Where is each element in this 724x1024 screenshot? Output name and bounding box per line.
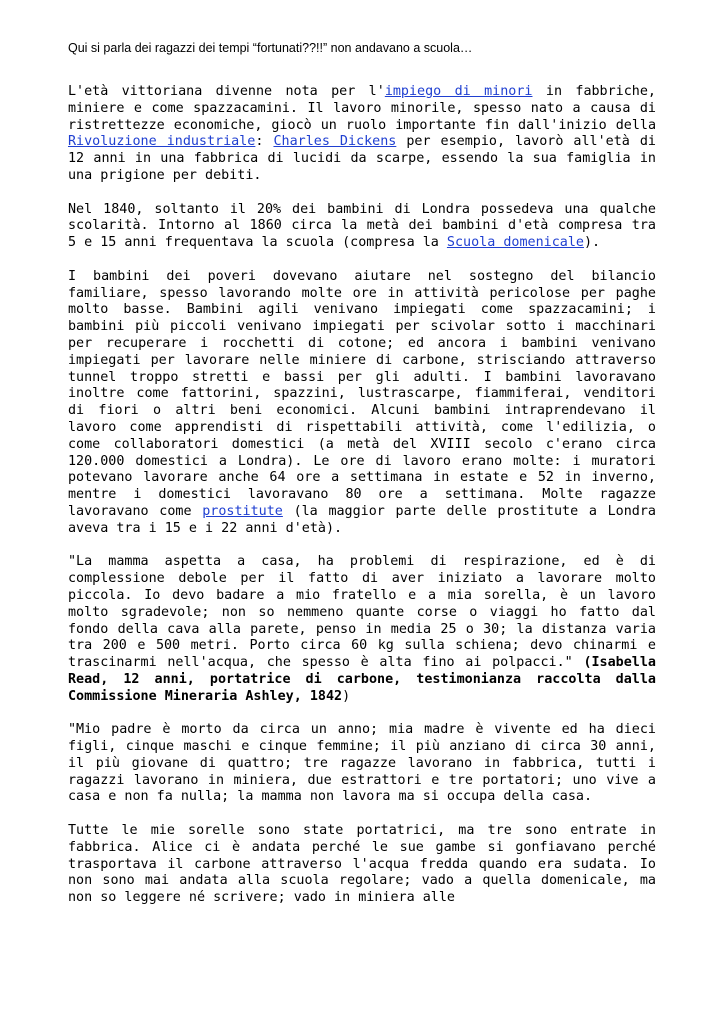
paragraph-text: ). [583, 235, 601, 251]
page-header: Qui si parla dei ragazzi dei tempi “fortunati??!!” non andavano a scuola… [68, 41, 473, 55]
quote-text: "Mio padre è morto da circa un anno; mia madre è vivente ed ha dieci figli, cinque maschi e cinque femmine; il più anziano di circa 30 anni, il più giovane di quattro; tre ragazze lavorano in fabbrica, tutti i ragazzi lavorano in miniera, due estrattori e tre portatori; uno vive a casa e non fa nulla; la mamma non lavora ma si occupa della casa. [68, 722, 656, 805]
link-prostitute[interactable]: prostitute [202, 503, 283, 519]
paragraph-text: I bambini dei poveri dovevano aiutare nel sostegno del bilancio familiare, spesso lavorando molte ore in attività pericolose per paghe molto basse. Bambini agili venivano impiegati come spazzacamini; i bambini più piccoli venivano impiegati per scivolar sotto i macchinari per recuperare i rocchetti di cotone; ed ancora i bambini venivano impiegati per lavorare nelle miniere di carbone, strisciando attraverso tunnel troppo stretti e bassi per gli adulti. I bambini lavoravano inoltre come fattorini, spazzini, lustrascarpe, fiammiferai, venditori di fiori o altri beni economici. Alcuni bambini intraprendevano il lavoro come apprendisti di rispettabili attività, come l'edilizia, o come collaboratori domestici (a metà del XVIII secolo c'erano circa 120.000 domestici a Londra). Le ore di lavoro erano molte: i muratori potevano lavorare anche 64 ore a settimana in estate e 52 in inverno, mentre i domestici lavoravano 80 ore a settimana. Molte ragazze lavoravano come [68, 268, 656, 519]
quote-text: "La mamma aspetta a casa, ha problemi di respirazione, ed è di complessione debole per il fatto di aver iniziato a lavorare molto piccola. Io devo badare a mio fratello e a mia sorella, è un lavoro molto sgradevole; non so nemmeno quante corse o viaggi ho fatto dal fondo della cava alla parete, penso in media 25 o 30; la distanza varia tra 200 e 500 metri. Porto circa 60 kg sulla schiena; devo chinarmi e trascinarmi nell'acqua, che spesso è alta fino ai polpacci." [68, 554, 656, 671]
paragraph-5-quote [68, 722, 656, 806]
quote-attribution: (Isabella Read, 12 anni, portatrice di carbone, testimonianza raccolta dalla Commissione Mineraria Ashley, 1842 [68, 655, 656, 704]
link-scuola-domenicale[interactable]: Scuola domenicale [446, 235, 584, 251]
paragraph-3 [68, 269, 656, 538]
link-charles-dickens[interactable]: Charles Dickens [273, 134, 397, 150]
paragraph-6 [68, 823, 656, 907]
paragraph-text: ) [342, 688, 351, 704]
paragraph-1 [68, 84, 656, 185]
paragraph-text: per esempio, lavorò all'età di 12 anni in una fabbrica di lucidi da scarpe, essendo la sua famiglia in una prigione per debiti. [68, 134, 656, 183]
paragraph-text: (la maggior parte delle prostitute a Londra aveva tra i 15 e i 22 anni d'età). [68, 503, 656, 536]
document-body [68, 84, 656, 924]
paragraph-text: : [255, 134, 274, 150]
paragraph-2 [68, 202, 656, 252]
paragraph-4-quote [68, 554, 656, 705]
paragraph-text: in fabbriche, miniere e come spazzacamini. Il lavoro minorile, spesso nato a causa di ristrettezze economiche, giocò un ruolo importante fin dall'inizio della [68, 84, 656, 133]
paragraph-text: L'età vittoriana divenne nota per l' [68, 84, 385, 99]
paragraph-text: Tutte le mie sorelle sono state portatrici, ma tre sono entrate in fabbrica. Alice ci è andata perché le sue gambe si gonfiavano perché trasportava il carbone attraverso l'acqua fredda quando era sudata. Io non sono mai andata alla scuola regolare; vado a quella domenicale, ma non so leggere né scrivere; vado in miniera alle [68, 823, 656, 906]
link-rivoluzione-industriale[interactable]: Rivoluzione industriale [68, 134, 256, 150]
link-impiego-di-minori[interactable]: impiego di minori [384, 84, 533, 99]
paragraph-text: Nel 1840, soltanto il 20% dei bambini di Londra possedeva una qualche scolarità. Intorno al 1860 circa la metà dei bambini d'età compresa tra 5 e 15 anni frequentava la scuola (compresa la [68, 201, 656, 251]
